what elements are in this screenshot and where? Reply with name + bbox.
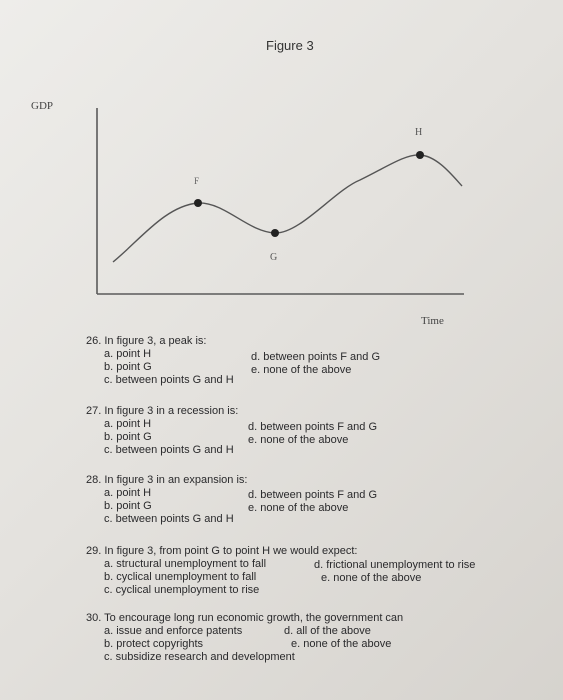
option-e: e. none of the above (248, 434, 349, 446)
option-a: a. point H (104, 348, 152, 360)
question-29 (86, 545, 506, 600)
option-d: d. between points F and G (251, 351, 381, 363)
y-axis-label: GDP (31, 100, 54, 112)
point-f-label: F (194, 176, 200, 186)
option-a: a. point H (104, 487, 152, 499)
option-e: e. none of the above (248, 502, 349, 514)
option-a: a. point H (104, 418, 152, 430)
question-stem: 28. In figure 3 in an expansion is: (86, 474, 248, 486)
option-b: b. point G (104, 431, 152, 443)
option-c: c. cyclical unemployment to rise (104, 584, 260, 596)
option-d: d. frictional unemployment to rise (314, 559, 476, 571)
question-stem: 29. In figure 3, from point G to point H we would expect: (86, 545, 358, 557)
option-d: d. between points F and G (248, 489, 378, 501)
point-f-marker (194, 199, 202, 207)
option-c: c. between points G and H (104, 374, 234, 386)
question-stem: 30. To encourage long run economic growth, the government can (86, 612, 404, 624)
option-b: b. protect copyrights (104, 638, 204, 650)
question-stem: 27. In figure 3 in a recession is: (86, 405, 239, 417)
option-d: d. between points F and G (248, 421, 378, 433)
point-g-marker (271, 229, 279, 237)
option-c: c. subsidize research and development (104, 651, 295, 663)
option-e: e. none of the above (251, 364, 352, 376)
point-g-label: G (270, 252, 278, 263)
question-28 (86, 474, 426, 534)
option-d: d. all of the above (284, 625, 371, 637)
point-h-marker (416, 151, 424, 159)
option-e: e. none of the above (321, 572, 422, 584)
option-a: a. structural unemployment to fall (104, 558, 267, 570)
business-cycle-curve (113, 155, 462, 262)
question-30 (86, 612, 506, 667)
x-axis-label: Time (421, 315, 444, 327)
point-h-label: H (415, 127, 423, 138)
option-e: e. none of the above (291, 638, 392, 650)
option-a: a. issue and enforce patents (104, 625, 243, 637)
option-b: b. point G (104, 500, 152, 512)
figure-title: Figure 3 (266, 38, 314, 53)
question-26 (86, 335, 426, 395)
option-c: c. between points G and H (104, 513, 234, 525)
option-c: c. between points G and H (104, 444, 234, 456)
question-stem: 26. In figure 3, a peak is: (86, 335, 207, 347)
option-b: b. cyclical unemployment to fall (104, 571, 257, 583)
business-cycle-graph (0, 0, 563, 340)
question-27 (86, 405, 426, 465)
option-b: b. point G (104, 361, 152, 373)
